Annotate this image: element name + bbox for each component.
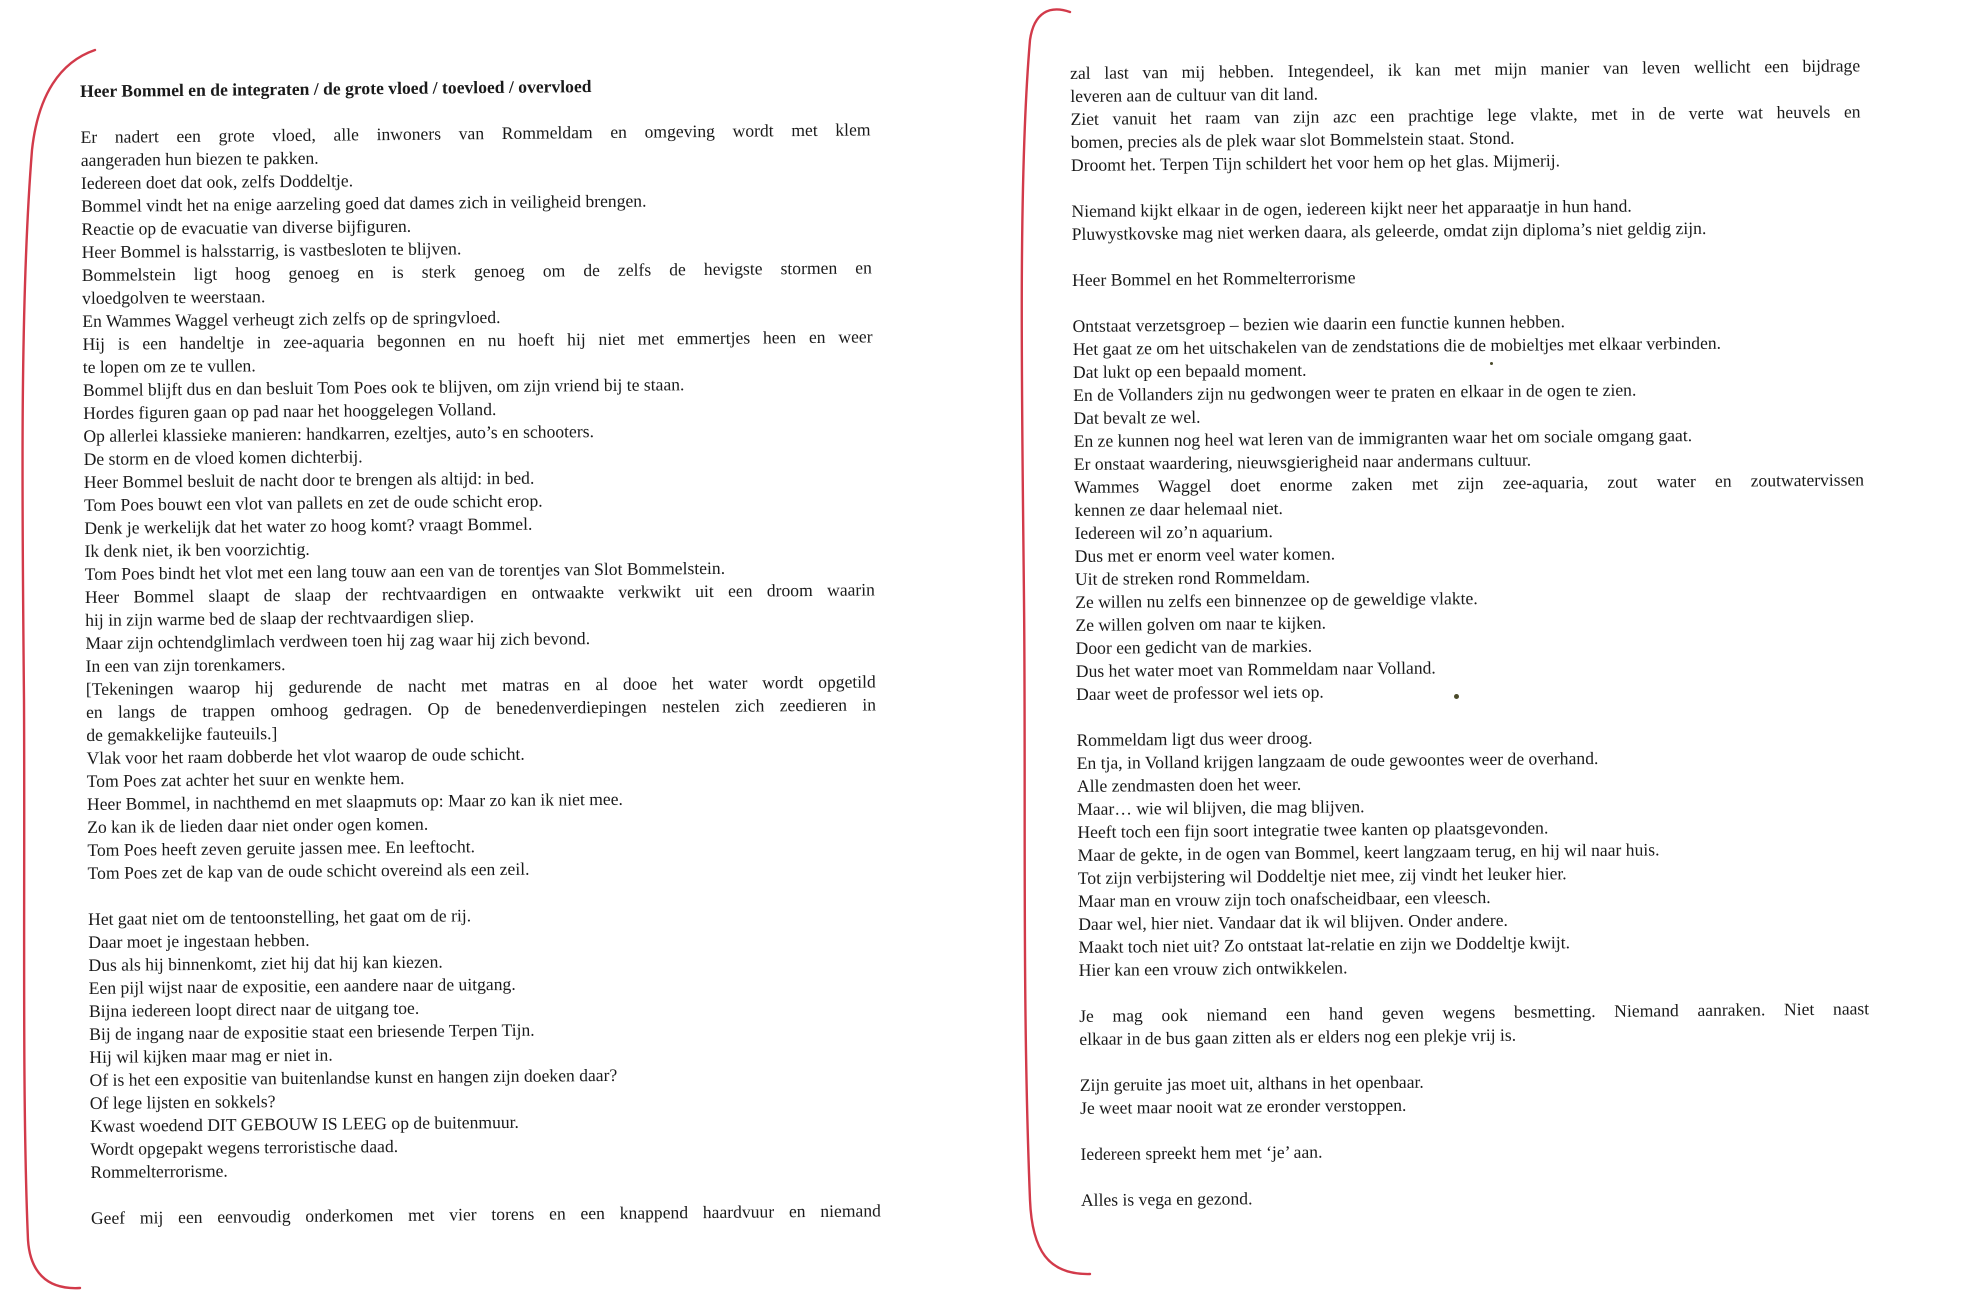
- text-line: Zo kan ik de lieden daar niet onder ogen komen.: [87, 813, 429, 837]
- text-line: Uit de streken rond Rommeldam.: [1074, 566, 1311, 589]
- text-line: Hij is een handeltje in zee-aquaria begonnen en nu hoeft hij niet met emmertjes heen en weer: [82, 326, 873, 354]
- text-line: vloedgolven te weerstaan.: [81, 286, 266, 308]
- paragraph: [1071, 192, 1861, 246]
- text-line: Ze willen nu zelfs een binnenzee op de geweldige vlakte.: [1075, 588, 1478, 612]
- text-line: En Wammes Waggel verheugt zich zelfs op de springvloed.: [82, 306, 501, 331]
- text-line: Reactie op de evacuatie van diverse bijfiguren.: [81, 215, 412, 239]
- text-line: Heer Bommel besluit de nacht door te brengen als altijd: in bed.: [83, 467, 535, 492]
- text-line: Ziet vanuit het raam van zijn azc een prachtige lege vlakte, met in de verte wat heuvels en: [1070, 101, 1861, 129]
- text-line: elkaar in de bus gaan zitten als er elders nog een plekje vrij is.: [1079, 1024, 1517, 1049]
- text-line: In een van zijn torenkamers.: [85, 654, 286, 676]
- text-line: leveren aan de cultuur van dit land.: [1070, 83, 1319, 106]
- text-line: Dus het water moet van Rommeldam naar Volland.: [1075, 657, 1436, 681]
- text-line: Bommel blijft dus en dan besluit Tom Poes ook te blijven, om zijn vriend bij te staan.: [82, 374, 685, 400]
- text-line: Iedereen wil zo’n aquarium.: [1074, 521, 1273, 543]
- paragraph: [1079, 997, 1869, 1051]
- text-line: Alles is vega en gezond.: [1080, 1188, 1253, 1210]
- paragraph: [1080, 1066, 1870, 1120]
- text-line: Pluwystkovske mag niet werken daara, als geleerde, omdat zijn diploma’s niet geldig zijn.: [1071, 217, 1707, 244]
- text-line: de gemakkelijke fauteuils.]: [86, 723, 278, 745]
- text-line: Door een gedicht van de markies.: [1075, 635, 1313, 658]
- text-line: Daar wel, hier niet. Vandaar dat ik wil blijven. Onder andere.: [1078, 909, 1508, 934]
- text-line: Hij wil kijken maar mag er niet in.: [89, 1044, 333, 1067]
- text-line: Geef mij een eenvoudig onderkomen met vier torens en een knappend haardvuur en niemand: [90, 1200, 881, 1228]
- paragraph: [1081, 1181, 1871, 1212]
- text-line: Daar moet je ingestaan hebben.: [88, 929, 310, 952]
- text-line: Heer Bommel, in nachthemd en met slaapmuts op: Maar zo kan ik niet mee.: [86, 788, 623, 814]
- text-line: Bijna iedereen loopt direct naar de uitgang toe.: [88, 997, 420, 1021]
- text-line: Bommelstein ligt hoog genoeg en is sterk genoeg om de zelfs de hevigste stormen en: [81, 257, 872, 285]
- text-line: Of lege lijsten en sokkels?: [89, 1091, 276, 1113]
- paragraph: [1070, 54, 1861, 177]
- text-line: Maar man en vrouw zijn toch onafscheidbaar, een vleesch.: [1077, 887, 1491, 911]
- text-line: Alle zendmasten doen het weer.: [1076, 773, 1302, 796]
- text-line: Denk je werkelijk dat het water zo hoog komt? vraagt Bommel.: [84, 513, 533, 538]
- paragraph: [80, 118, 877, 885]
- text-line: Op allerlei klassieke manieren: handkarren, ezeltjes, auto’s en schooters.: [83, 421, 595, 446]
- text-line: Ze willen golven om naar te kijken.: [1075, 612, 1327, 635]
- text-line: Heeft toch een fijn soort integratie twee kanten op plaatsgevonden.: [1077, 817, 1549, 842]
- text-line: En de Vollanders zijn nu gedwongen weer te praten en elkaar in de ogen te zien.: [1073, 379, 1637, 405]
- text-line: aangeraden hun biezen te pakken.: [80, 147, 319, 170]
- text-line: Ontstaat verzetsgroep – bezien wie daarin een functie kunnen hebben.: [1072, 311, 1566, 336]
- text-line: Iedereen doet dat ook, zelfs Doddeltje.: [80, 170, 354, 193]
- text-line: Bommel vindt het na enige aarzeling goed dat dames zich in veiligheid brengen.: [81, 190, 647, 216]
- text-line: Je mag ook niemand een hand geven wegens besmetting. Niemand aanraken. Niet naast: [1079, 998, 1870, 1026]
- text-line: Zijn geruite jas moet uit, althans in het openbaar.: [1079, 1071, 1424, 1095]
- text-line: kennen ze daar helemaal niet.: [1074, 497, 1283, 520]
- text-line: Tom Poes bouwt een vlot van pallets en zet de oude schicht erop.: [83, 490, 543, 515]
- text-line: Heer Bommel is halsstarrig, is vastbesloten te blijven.: [81, 238, 462, 262]
- text-line: Heer Bommel en het Rommelterrorisme: [1071, 267, 1356, 290]
- text-line: Wammes Waggel doet enorme zaken met zijn zee-aquaria, zout water en zoutwatervissen: [1073, 469, 1865, 497]
- text-line: Wordt opgepakt wegens terroristische daad.: [90, 1135, 399, 1159]
- text-line: Maar de gekte, in de ogen van Bommel, keert langzaam terug, en hij wil naar huis.: [1077, 839, 1660, 865]
- paragraph: [88, 900, 881, 1184]
- text-line: Tom Poes bindt het vlot met een lang touw aan een van de torentjes van Slot Bommelstein.: [84, 557, 726, 584]
- text-line: Er onstaat waardering, nieuwsgierigheid naar andermans cultuur.: [1073, 449, 1532, 474]
- text-line: Hier kan een vrouw zich ontwikkelen.: [1078, 957, 1348, 980]
- text-line: Kwast woedend DIT GEBOUW IS LEEG op de buitenmuur.: [89, 1111, 519, 1136]
- text-line: Tom Poes zet de kap van de oude schicht overeind als een zeil.: [87, 858, 530, 883]
- text-line: Tot zijn verbijstering wil Doddeltje niet mee, zij vindt het leuker hier.: [1077, 863, 1567, 888]
- paragraph: [1072, 261, 1862, 292]
- text-line: Of is het een expositie van buitenlandse kunst en hangen zijn doeken daar?: [89, 1064, 618, 1090]
- text-line: [Tekeningen waarop hij gedurende de nacht met matras en al dooe het water wordt opgetild: [85, 671, 876, 699]
- text-line: Tom Poes zat achter het suur en wenkte hem.: [86, 767, 405, 791]
- text-line: bomen, precies als de plek waar slot Bommelstein staat. Stond.: [1070, 127, 1515, 152]
- text-line: Rommeldam ligt dus weer droog.: [1076, 727, 1313, 750]
- text-line: Je weet maar nooit wat ze eronder verstoppen.: [1079, 1094, 1407, 1118]
- text-line: Maar… wie wil blijven, die mag blijven.: [1077, 796, 1365, 819]
- text-line: hij in zijn warme bed de slaap der rechtvaardigen sliep.: [85, 606, 475, 630]
- left-text-column: [80, 72, 881, 1230]
- document-title: Heer Bommel en de integraten / de grote vloed / toevloed / overvloed: [80, 76, 592, 101]
- right-text-column: [1070, 54, 1871, 1212]
- text-line: Het gaat niet om de tentoonstelling, het gaat om de rij.: [87, 905, 472, 929]
- paragraph: [1076, 721, 1868, 982]
- text-line: Heer Bommel slaapt de slaap der rechtvaardigen en ontwaakte verkwikt uit een droom waarin: [84, 579, 876, 607]
- text-line: Droomt het. Terpen Tijn schildert het voor hem op het glas. Mijmerij.: [1070, 150, 1561, 175]
- text-line: Dus met er enorm veel water komen.: [1074, 543, 1336, 566]
- text-line: Dat bevalt ze wel.: [1073, 406, 1201, 428]
- text-line: Ik denk niet, ik ben voorzichtig.: [84, 538, 310, 561]
- text-line: Vlak voor het raam dobberde het vlot waarop de oude schicht.: [86, 743, 525, 768]
- paragraph: [1080, 1135, 1870, 1166]
- text-line: Dus als hij binnenkomt, ziet hij dat hij kan kiezen.: [88, 951, 443, 975]
- text-line: En tja, in Volland krijgen langzaam de oude gewoontes weer de overhand.: [1076, 747, 1599, 773]
- text-line: Rommelterrorisme.: [90, 1160, 228, 1182]
- text-line: Er nadert een grote vloed, alle inwoners van Rommeldam en omgeving wordt met klem: [80, 119, 871, 147]
- text-line: zal last van mij hebben. Integendeel, ik kan met mijn manier van leven wellicht een bijdrage: [1070, 55, 1861, 83]
- text-line: Daar weet de professor wel iets op.: [1075, 681, 1324, 704]
- text-line: De storm en de vloed komen dichterbij.: [83, 446, 363, 469]
- paragraph: [91, 1199, 881, 1230]
- text-line: Het gaat ze om het uitschakelen van de zendstations die de mobieltjes met elkaar verbinden.: [1072, 332, 1722, 359]
- text-line: Een pijl wijst naar de expositie, een aandere naar de uitgang.: [88, 973, 516, 998]
- text-line: Tom Poes heeft zeven geruite jassen mee. En leeftocht.: [87, 836, 476, 860]
- text-line: Niemand kijkt elkaar in de ogen, iedereen kijkt neer het apparaatje in hun hand.: [1071, 195, 1632, 221]
- text-line: Hordes figuren gaan op pad naar het hooggelegen Volland.: [83, 399, 497, 423]
- scan-speck: [1454, 694, 1459, 699]
- paragraph: [1072, 307, 1866, 706]
- scan-speck: [1490, 362, 1493, 365]
- text-line: Maakt toch niet uit? Zo ontstaat lat-relatie en zijn we Doddeltje kwijt.: [1078, 932, 1571, 957]
- text-line: Bij de ingang naar de expositie staat een briesende Terpen Tijn.: [89, 1019, 535, 1044]
- text-line: Dat lukt op een bepaald moment.: [1072, 359, 1307, 382]
- text-line: en langs de trappen omhoog gedragen. Op de benedenverdiepingen nestelen zich zeedieren in: [85, 694, 877, 722]
- text-line: Maar zijn ochtendglimlach verdween toen hij zag waar hij zich bevond.: [85, 628, 591, 653]
- text-line: Iedereen spreekt hem met ‘je’ aan.: [1080, 1141, 1323, 1164]
- text-line: En ze kunnen nog heel wat leren van de immigranten waar het om sociale omgang gaat.: [1073, 425, 1693, 451]
- right-page: [990, 0, 1980, 1296]
- text-line: te lopen om ze te vullen.: [82, 355, 256, 377]
